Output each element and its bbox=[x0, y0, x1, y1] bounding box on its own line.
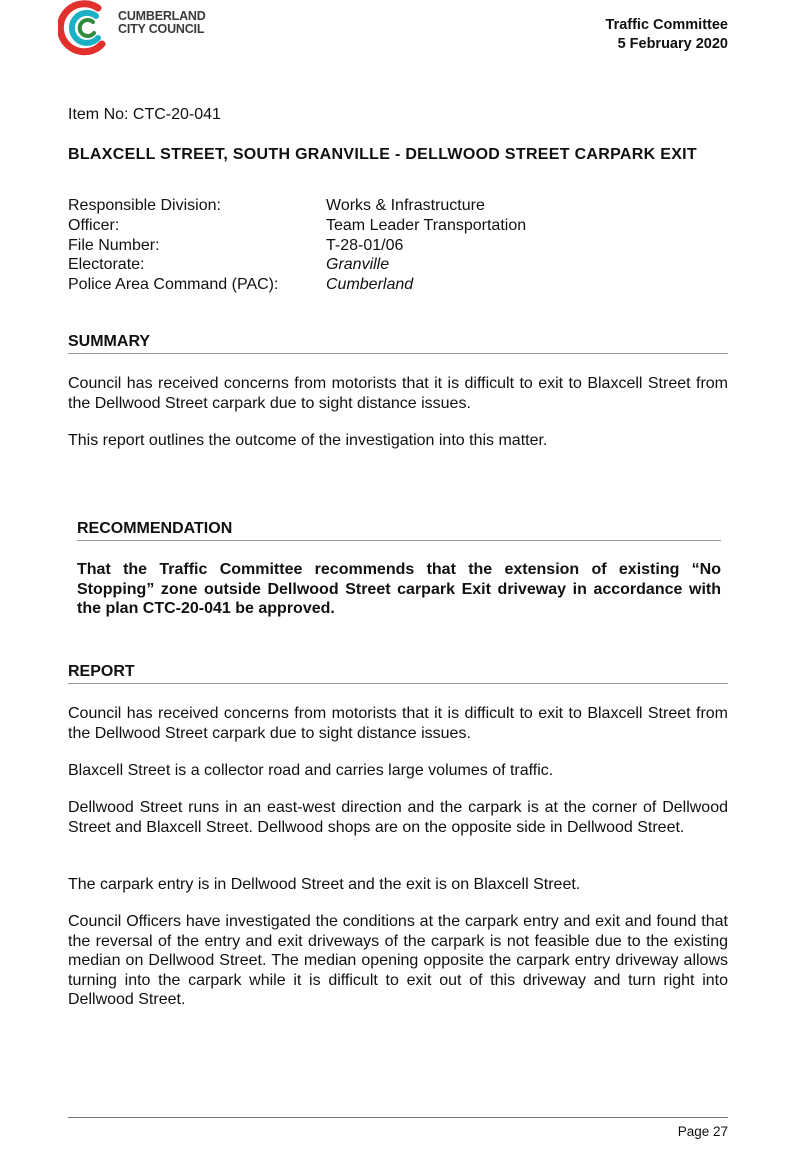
meta-value: Team Leader Transportation bbox=[326, 216, 527, 234]
meta-row-division bbox=[68, 196, 526, 216]
report-paragraph-2: Blaxcell Street is a collector road and carries large volumes of traffic. bbox=[68, 762, 554, 779]
recommendation-heading: RECOMMENDATION bbox=[77, 520, 721, 541]
meta-label: File Number: bbox=[68, 236, 160, 254]
logo-line1: CUMBERLAND bbox=[118, 9, 206, 23]
meta-value: Works & Infrastructure bbox=[326, 197, 485, 214]
meta-value: Granville bbox=[326, 256, 390, 274]
meta-label: Officer: bbox=[68, 216, 120, 234]
meeting-date: 5 February 2020 bbox=[617, 36, 728, 52]
meta-value: T-28-01/06 bbox=[326, 236, 404, 254]
footer-divider bbox=[68, 1117, 728, 1118]
meta-row-file-number bbox=[68, 236, 526, 256]
meta-row-electorate bbox=[68, 255, 526, 275]
report-paragraph-1: Council has received concerns from motorists that it is difficult to exit to Blaxcell Street from the Dellwood Street carpark due to sight distance issues. bbox=[68, 705, 728, 742]
summary-paragraph-2: This report outlines the outcome of the investigation into this matter. bbox=[68, 432, 548, 449]
recommendation-text: That the Traffic Committee recommends that the extension of existing “No Stopping” zone outside Dellwood Street carpark Exit driveway in accordance with the plan CTC-20-041 be approved. bbox=[77, 561, 721, 617]
committee-name: Traffic Committee bbox=[605, 17, 728, 33]
report-paragraph-3: Dellwood Street runs in an east-west direction and the carpark is at the corner of Dellwood Street and Blaxcell Street. Dellwood shops are on the opposite side in Dellwood Street. bbox=[68, 799, 728, 836]
report-metadata bbox=[68, 196, 526, 295]
meta-row-pac bbox=[68, 275, 526, 295]
report-heading: REPORT bbox=[68, 663, 728, 684]
meta-value: Cumberland bbox=[326, 276, 414, 294]
item-number: Item No: CTC-20-041 bbox=[68, 106, 221, 123]
page-number: Page 27 bbox=[677, 1124, 728, 1139]
report-paragraph-5: Council Officers have investigated the conditions at the carpark entry and exit and found that the reversal of the entry and exit driveways of the carpark is not feasible due to the existing median on Dellwood Street. The median opening opposite the carpark entry driveway allows turning into the carpark while it is difficult to exit out of this driveway and turn right into Dellwood Street. bbox=[68, 913, 728, 1008]
meta-label: Police Area Command (PAC): bbox=[68, 276, 279, 294]
report-paragraph-4: The carpark entry is in Dellwood Street and the exit is on Blaxcell Street. bbox=[68, 876, 581, 893]
meta-label: Electorate: bbox=[68, 256, 145, 274]
council-logo bbox=[58, 0, 218, 56]
logo-line2: CITY COUNCIL bbox=[118, 22, 205, 36]
logo-text bbox=[118, 10, 206, 36]
summary-heading: SUMMARY bbox=[68, 333, 728, 354]
meta-row-officer bbox=[68, 216, 526, 236]
council-logo-icon bbox=[58, 0, 114, 56]
header-info bbox=[606, 16, 728, 54]
report-title: BLAXCELL STREET, SOUTH GRANVILLE - DELLWOOD STREET CARPARK EXIT bbox=[68, 146, 697, 163]
summary-paragraph-1: Council has received concerns from motorists that it is difficult to exit to Blaxcell Street from the Dellwood Street carpark due to sight distance issues. bbox=[68, 375, 728, 412]
meta-label: Responsible Division: bbox=[68, 197, 221, 214]
